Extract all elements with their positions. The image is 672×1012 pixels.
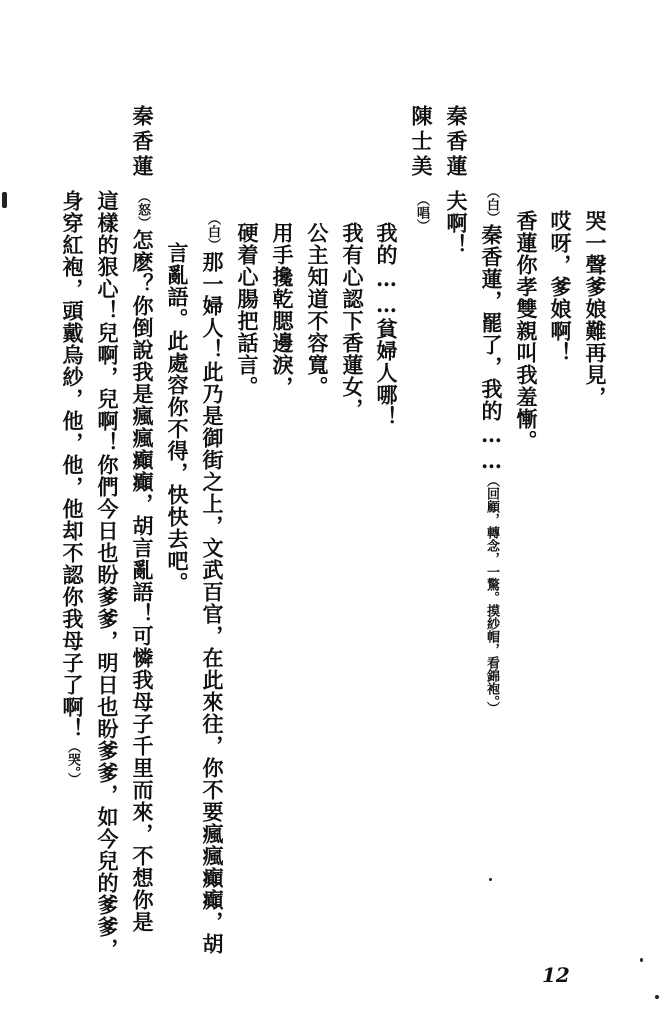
text-column-5	[443, 190, 469, 256]
stage-direction: （白）	[205, 212, 220, 251]
text-column-13	[164, 242, 190, 594]
line-text: 公主知道不容寬。	[305, 222, 330, 398]
stage-direction: （唱）	[414, 193, 429, 232]
scan-speck	[2, 192, 7, 208]
text-column-1	[582, 210, 608, 408]
scan-speck	[640, 958, 643, 962]
stage-direction: （哭。）	[65, 740, 80, 786]
speaker-label-1: 秦香蓮	[444, 105, 469, 180]
speaker-label-2: 陳士美	[409, 105, 434, 180]
text-column-12	[199, 212, 225, 955]
page-number: 12	[542, 963, 570, 987]
line-text: 言亂語。此處容你不得，快快去吧。	[165, 242, 190, 594]
text-column-7	[373, 222, 399, 428]
text-column-8	[339, 222, 365, 420]
scan-speck	[489, 878, 492, 881]
text-column-9	[304, 222, 330, 398]
text-column-10	[269, 222, 295, 398]
text-column-14	[129, 190, 155, 933]
line-text: 哭一聲爹娘難再見，	[583, 210, 608, 408]
line-text: 硬着心腸把話言。	[235, 222, 260, 398]
text-column-16	[59, 190, 85, 786]
line-text: 用手攙乾腮邊淚，	[270, 222, 295, 398]
text-column-15	[94, 190, 120, 960]
text-column-3	[513, 210, 539, 452]
line-text: 哎呀，爹娘啊！	[548, 210, 573, 364]
text-column-6	[408, 193, 434, 232]
line-text: 那一婦人！此乃是御街之上，文武百官，在此來往，你不要瘋瘋癲癲，胡	[200, 251, 225, 955]
speaker-label-3: 秦香蓮	[130, 105, 155, 180]
text-column-11	[234, 222, 260, 398]
stage-direction: （怒）	[135, 190, 150, 229]
stage-direction: （回顧，轉念，一驚。摸紗帽，看錦袍。）	[484, 474, 499, 715]
scan-speck	[655, 995, 659, 999]
line-text: 秦香蓮，罷了，我的……	[479, 224, 504, 474]
line-text: 身穿紅袍，頭戴烏紗，他，他，他却不認你我母子了啊！	[60, 190, 85, 740]
line-text: 我有心認下香蓮女，	[340, 222, 365, 420]
line-text: 怎麽？你倒說我是瘋瘋癲癲，胡言亂語！可憐我母子千里而來，不想你是	[130, 229, 155, 933]
line-text: 夫啊！	[444, 190, 469, 256]
text-column-4	[478, 185, 504, 715]
line-text: 我的……貧婦人哪！	[374, 222, 399, 428]
stage-direction: （白）	[484, 185, 499, 224]
text-column-2	[547, 210, 573, 364]
line-text: 這樣的狠心！兒啊，兒啊！你們今日也盼爹爹，明日也盼爹爹，如今兒的爹爹，	[95, 190, 120, 960]
line-text: 香蓮你孝雙親叫我羞慚。	[514, 210, 539, 452]
